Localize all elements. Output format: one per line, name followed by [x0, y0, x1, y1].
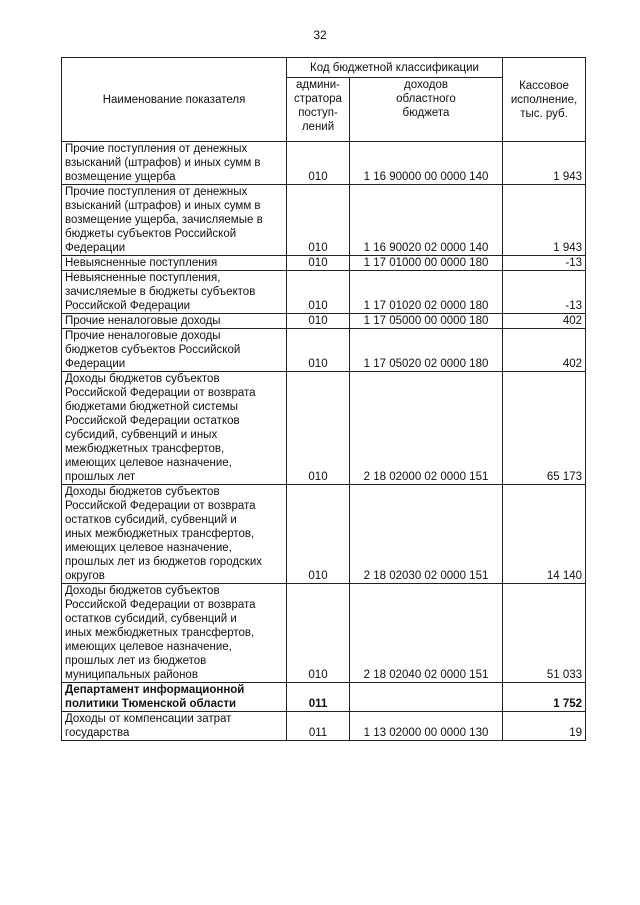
- row-admin-code: 010: [287, 185, 350, 256]
- table-row: [62, 271, 586, 314]
- row-name: Доходы бюджетов субъектов Российской Федерации от возврата остатков субсидий, субвенций и иных межбюджетных трансфертов, имеющих целевое назначение, прошлых лет из бюджетов муниципальных районов: [62, 584, 287, 683]
- row-amount: 1 943: [503, 185, 586, 256]
- row-amount: 51 033: [503, 584, 586, 683]
- row-admin-code: 011: [287, 683, 350, 712]
- row-amount: 14 140: [503, 485, 586, 584]
- row-name: Невыясненные поступления, зачисляемые в бюджеты субъектов Российской Федерации: [62, 271, 287, 314]
- table-row: [62, 372, 586, 485]
- row-amount: 19: [503, 712, 586, 741]
- row-name: Прочие неналоговые доходы бюджетов субъектов Российской Федерации: [62, 329, 287, 372]
- row-income-code: 1 17 01000 00 0000 180: [350, 256, 503, 271]
- row-income-code: [350, 683, 503, 712]
- row-admin-code: 010: [287, 329, 350, 372]
- table-body: [62, 142, 586, 741]
- row-admin-code: 010: [287, 372, 350, 485]
- header-execution: Кассовое исполнение, тыс. руб.: [503, 58, 586, 142]
- row-name: Доходы от компенсации затрат государства: [62, 712, 287, 741]
- row-amount: -13: [503, 256, 586, 271]
- row-name: Прочие неналоговые доходы: [62, 314, 287, 329]
- header-name: Наименование показателя: [62, 58, 287, 142]
- table-row: [62, 314, 586, 329]
- row-name: Департамент информационной политики Тюменской области: [62, 683, 287, 712]
- row-admin-code: 010: [287, 584, 350, 683]
- row-amount: 402: [503, 329, 586, 372]
- row-income-code: 1 17 05020 02 0000 180: [350, 329, 503, 372]
- row-admin-code: 010: [287, 142, 350, 185]
- row-admin-code: 011: [287, 712, 350, 741]
- row-name: Доходы бюджетов субъектов Российской Федерации от возврата бюджетами бюджетной системы Российской Федерации остатков субсидий, субвенций и иных межбюджетных трансфертов, имеющих целевое назначение, прошлых лет: [62, 372, 287, 485]
- table-row: [62, 712, 586, 741]
- row-amount: 1 752: [503, 683, 586, 712]
- row-admin-code: 010: [287, 256, 350, 271]
- table-row: [62, 185, 586, 256]
- row-income-code: 1 17 01020 02 0000 180: [350, 271, 503, 314]
- row-income-code: 1 17 05000 00 0000 180: [350, 314, 503, 329]
- header-admin: админи- стратора поступ- лений: [287, 78, 350, 142]
- budget-table: [61, 57, 586, 741]
- row-amount: 65 173: [503, 372, 586, 485]
- row-income-code: 2 18 02040 02 0000 151: [350, 584, 503, 683]
- table-row: [62, 329, 586, 372]
- header-income: доходов областного бюджета: [350, 78, 503, 142]
- table-header: [62, 58, 586, 142]
- table-row: [62, 142, 586, 185]
- header-code-group: Код бюджетной классификации: [287, 58, 503, 78]
- row-income-code: 1 16 90020 02 0000 140: [350, 185, 503, 256]
- table-row: [62, 584, 586, 683]
- row-amount: -13: [503, 271, 586, 314]
- row-income-code: 1 16 90000 00 0000 140: [350, 142, 503, 185]
- row-name: Доходы бюджетов субъектов Российской Федерации от возврата остатков субсидий, субвенций и иных межбюджетных трансфертов, имеющих целевое назначение, прошлых лет из бюджетов городских округов: [62, 485, 287, 584]
- row-admin-code: 010: [287, 485, 350, 584]
- row-amount: 1 943: [503, 142, 586, 185]
- table-row: [62, 256, 586, 271]
- page-number: 32: [313, 28, 327, 42]
- row-admin-code: 010: [287, 271, 350, 314]
- row-name: Прочие поступления от денежных взысканий (штрафов) и иных сумм в возмещение ущерба: [62, 142, 287, 185]
- row-income-code: 1 13 02000 00 0000 130: [350, 712, 503, 741]
- table-row: [62, 683, 586, 712]
- row-name: Невыясненные поступления: [62, 256, 287, 271]
- row-income-code: 2 18 02000 02 0000 151: [350, 372, 503, 485]
- row-admin-code: 010: [287, 314, 350, 329]
- row-name: Прочие поступления от денежных взысканий (штрафов) и иных сумм в возмещение ущерба, зачисляемые в бюджеты субъектов Российской Федерации: [62, 185, 287, 256]
- row-amount: 402: [503, 314, 586, 329]
- row-income-code: 2 18 02030 02 0000 151: [350, 485, 503, 584]
- table-row: [62, 485, 586, 584]
